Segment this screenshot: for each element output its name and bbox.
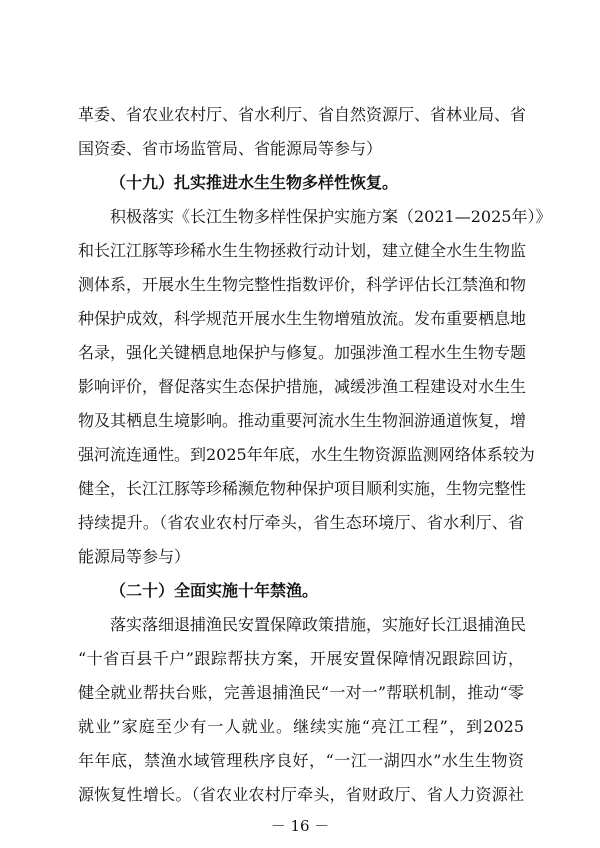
text-line: 健全，长江江豚等珍稀濒危物种保护项目顺利实施，生物完整性: [78, 479, 527, 498]
text-line: 强河流连通性。到2025年年底，水生生物资源监测网络体系较为: [78, 445, 535, 464]
text-line: 年年底，禁渔水域管理秩序良好，“一江一湖四水”水生生物资: [78, 751, 524, 770]
text-line: 革委、省农业农村厅、省水利厅、省自然资源厅、省林业局、省: [78, 105, 527, 124]
text-line: 名录，强化关键栖息地保护与修复。加强涉渔工程水生生物专题: [78, 343, 527, 362]
text-line: 影响评价，督促落实生态保护措施，减缓涉渔工程建设对水生生: [78, 377, 527, 396]
section-heading: （二十）全面实施十年禁渔。: [110, 581, 319, 600]
text-line: 落实落细退捕渔民安置保障政策措施，实施好长江退捕渔民: [110, 615, 527, 634]
text-line: 持续提升。（省农业农村厅牵头，省生态环境厅、省水利厅、省: [78, 513, 524, 532]
text-line: 种保护成效，科学规范开展水生生物增殖放流。发布重要栖息地: [78, 309, 527, 328]
page-number: － 16 －: [270, 817, 330, 835]
text-line: 和长江江豚等珍稀水生生物拯救行动计划，建立健全水生生物监: [78, 241, 527, 260]
text-line: 国资委、省市场监管局、省能源局等参与）: [78, 139, 383, 158]
text-line: 能源局等参与）: [78, 547, 191, 566]
section-heading: （十九）扎实推进水生生物多样性恢复。: [110, 173, 399, 192]
text-line: 健全就业帮扶台账，完善退捕渔民“一对一”帮联机制，推动“零: [78, 683, 524, 702]
text-line: “十省百县千户”跟踪帮扶方案，开展安置保障情况跟踪回访，: [78, 649, 524, 668]
text-line: 积极落实《长江生物多样性保护实施方案（2021—2025年）》: [110, 207, 552, 226]
text-line: 源恢复性增长。（省农业农村厅牵头，省财政厅、省人力资源社: [78, 785, 524, 804]
text-line: 就业”家庭至少有一人就业。继续实施“亮江工程”，到2025: [78, 717, 524, 736]
text-line: 测体系，开展水生生物完整性指数评价，科学评估长江禁渔和物: [78, 275, 527, 294]
text-line: 物及其栖息生境影响。推动重要河流水生生物洄游通道恢复，增: [78, 411, 527, 430]
